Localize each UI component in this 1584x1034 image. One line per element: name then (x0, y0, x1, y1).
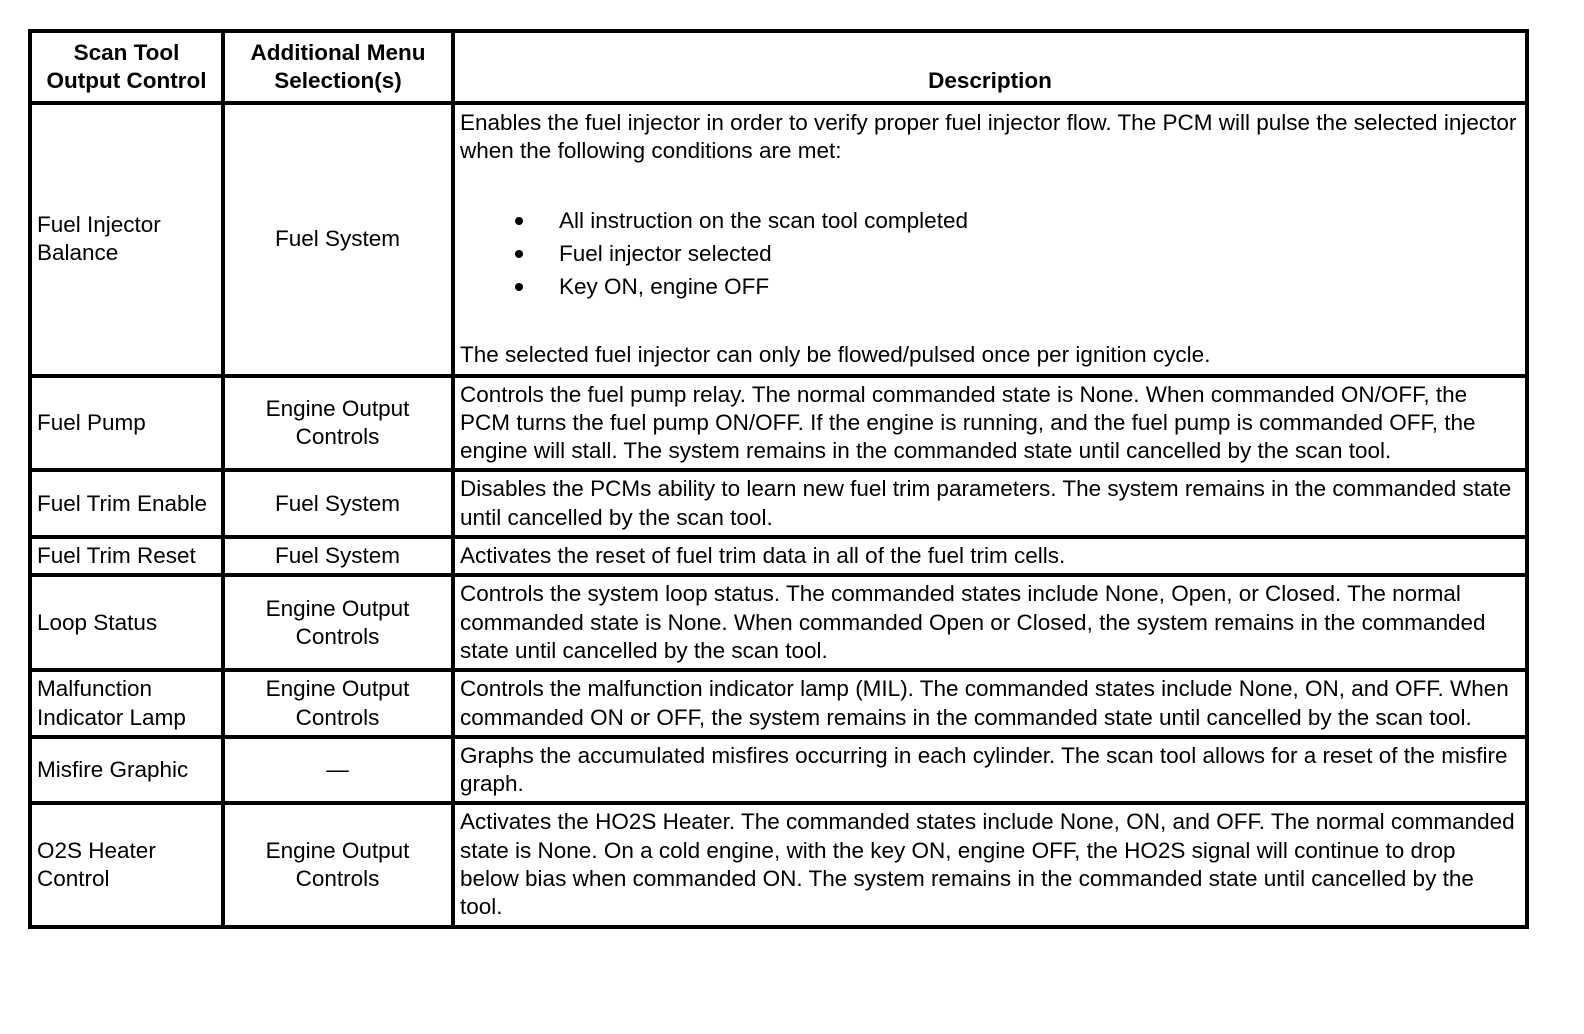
description-cell: Activates the reset of fuel trim data in all of the fuel trim cells. (453, 537, 1527, 575)
control-cell: O2S Heater Control (30, 803, 223, 926)
description-outro: The selected fuel injector can only be flowed/pulsed once per ignition cycle. (460, 341, 1211, 367)
menu-cell: Engine Output Controls (223, 670, 453, 737)
control-cell: Malfunction Indicator Lamp (30, 670, 223, 737)
header-output-control (30, 31, 223, 103)
table-row (30, 803, 1527, 926)
table-row (30, 470, 1527, 537)
menu-cell: Fuel System (223, 103, 453, 376)
description-intro: Enables the fuel injector in order to verify proper fuel injector flow. The PCM will pulse the selected injector when the following conditions are met: (460, 110, 1517, 164)
conditions-list (460, 204, 1519, 303)
control-cell: Loop Status (30, 575, 223, 670)
menu-cell: Engine Output Controls (223, 575, 453, 670)
menu-cell: Engine Output Controls (223, 376, 453, 471)
control-cell: Fuel Trim Enable (30, 470, 223, 537)
table-row (30, 575, 1527, 670)
control-cell: Misfire Graphic (30, 737, 223, 804)
header-description: Description (453, 31, 1527, 103)
header-line: Scan Tool (73, 40, 180, 65)
menu-cell: Fuel System (223, 537, 453, 575)
control-cell: Fuel Trim Reset (30, 537, 223, 575)
list-item: Fuel injector selected (508, 237, 1519, 270)
table-row (30, 737, 1527, 804)
header-line: Additional Menu (250, 40, 426, 65)
menu-cell: — (223, 737, 453, 804)
control-cell: Fuel Pump (30, 376, 223, 471)
description-cell: Controls the fuel pump relay. The normal commanded state is None. When commanded ON/OFF, the PCM turns the fuel pump ON/OFF. If the engine is running, and the fuel pump is commanded OFF, the engine will stall. The system remains in the commanded state until cancelled by the scan tool. (453, 376, 1527, 471)
description-cell: Disables the PCMs ability to learn new fuel trim parameters. The system remains in the commanded state until cancelled by the scan tool. (453, 470, 1527, 537)
menu-cell: Fuel System (223, 470, 453, 537)
description-cell: Graphs the accumulated misfires occurring in each cylinder. The scan tool allows for a reset of the misfire graph. (453, 737, 1527, 804)
header-line: Selection(s) (274, 68, 402, 94)
description-cell: Activates the HO2S Heater. The commanded states include None, ON, and OFF. The normal commanded state is None. On a cold engine, with the key ON, engine OFF, the HO2S signal will continue to drop below bias when commanded ON. The system remains in the commanded state until cancelled by the tool. (453, 803, 1527, 926)
header-line: Output Control (46, 68, 207, 94)
list-item: Key ON, engine OFF (508, 270, 1519, 303)
description-cell (453, 103, 1527, 376)
control-cell: Fuel Injector Balance (30, 103, 223, 376)
scan-tool-output-controls-table (28, 29, 1529, 929)
list-item: All instruction on the scan tool completed (508, 204, 1519, 237)
table-row (30, 537, 1527, 575)
table-row (30, 670, 1527, 737)
description-cell: Controls the system loop status. The commanded states include None, Open, or Closed. The normal commanded state is None. When commanded Open or Closed, the system remains in the commanded state until cancelled by the scan tool. (453, 575, 1527, 670)
description-cell: Controls the malfunction indicator lamp (MIL). The commanded states include None, ON, and OFF. When commanded ON or OFF, the system remains in the commanded state until cancelled by the scan tool. (453, 670, 1527, 737)
header-row (30, 31, 1527, 103)
table-row (30, 376, 1527, 471)
header-menu-selection (223, 31, 453, 103)
menu-cell: Engine Output Controls (223, 803, 453, 926)
table-row (30, 103, 1527, 376)
